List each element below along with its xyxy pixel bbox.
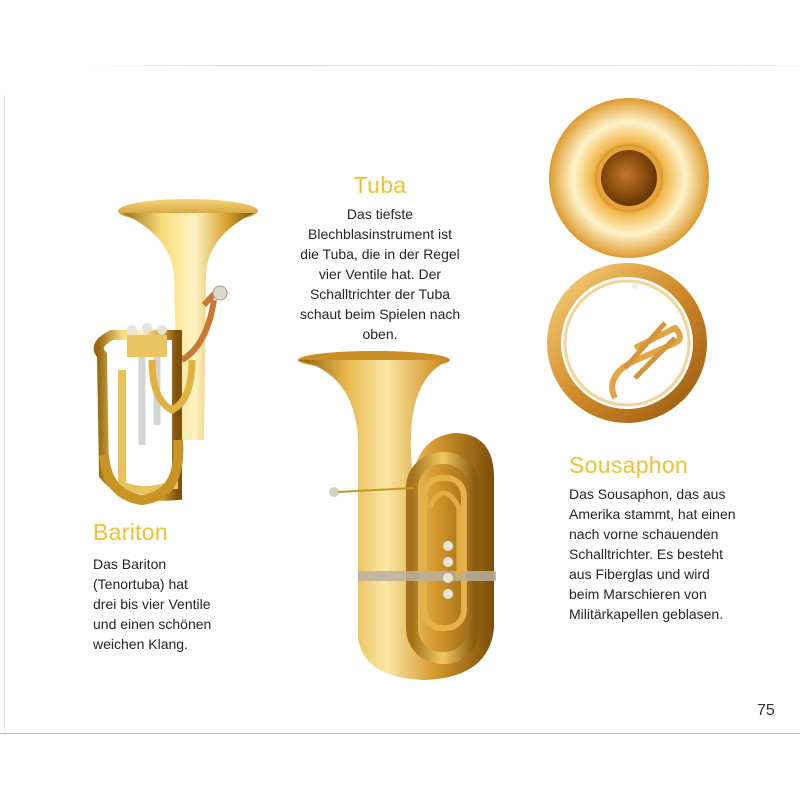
text-line: Militärkapellen geblasen. (569, 606, 724, 622)
text-line: (Tenortuba) hat (93, 576, 188, 592)
text-line: Das tiefste (346, 206, 414, 222)
text-line: weichen Klang. (93, 636, 188, 652)
text-line: die Tuba, die in der Regel (300, 246, 460, 262)
text-line: Amerika stammt, hat einen (569, 506, 736, 522)
text-line: beim Marschieren von (569, 586, 707, 602)
text-line: und einen schönen (93, 616, 212, 632)
text-line: oben. (362, 326, 398, 342)
bariton-description (93, 554, 211, 654)
sousaphon-heading: Sousaphon (569, 452, 689, 478)
top-rule (85, 65, 800, 66)
text-line: vier Ventile hat. Der (318, 266, 442, 282)
page-number: 75 (757, 702, 775, 719)
text-line: Schalltrichter. Es besteht (569, 546, 724, 562)
bottom-rule (0, 733, 800, 734)
text-line: Das Bariton (93, 556, 167, 572)
text-line: drei bis vier Ventile (93, 596, 211, 612)
text-line: nach vorne schauenden (569, 526, 719, 542)
bariton-heading: Bariton (93, 519, 168, 545)
tuba-description (280, 204, 480, 344)
text-line: aus Fiberglas und wird (569, 566, 710, 582)
text-line: Das Sousaphon, das aus (569, 486, 726, 502)
page-edge (4, 95, 5, 735)
text-line: schaut beim Spielen nach (299, 306, 461, 322)
text-line: Blechblasinstrument ist (308, 226, 452, 242)
sousaphon-description (569, 484, 736, 624)
tuba-heading: Tuba (353, 172, 407, 198)
tuba-image (294, 348, 506, 683)
sousaphone-image (545, 98, 717, 438)
baritone-horn-image (82, 195, 262, 510)
text-line: Schalltrichter der Tuba (309, 286, 451, 302)
